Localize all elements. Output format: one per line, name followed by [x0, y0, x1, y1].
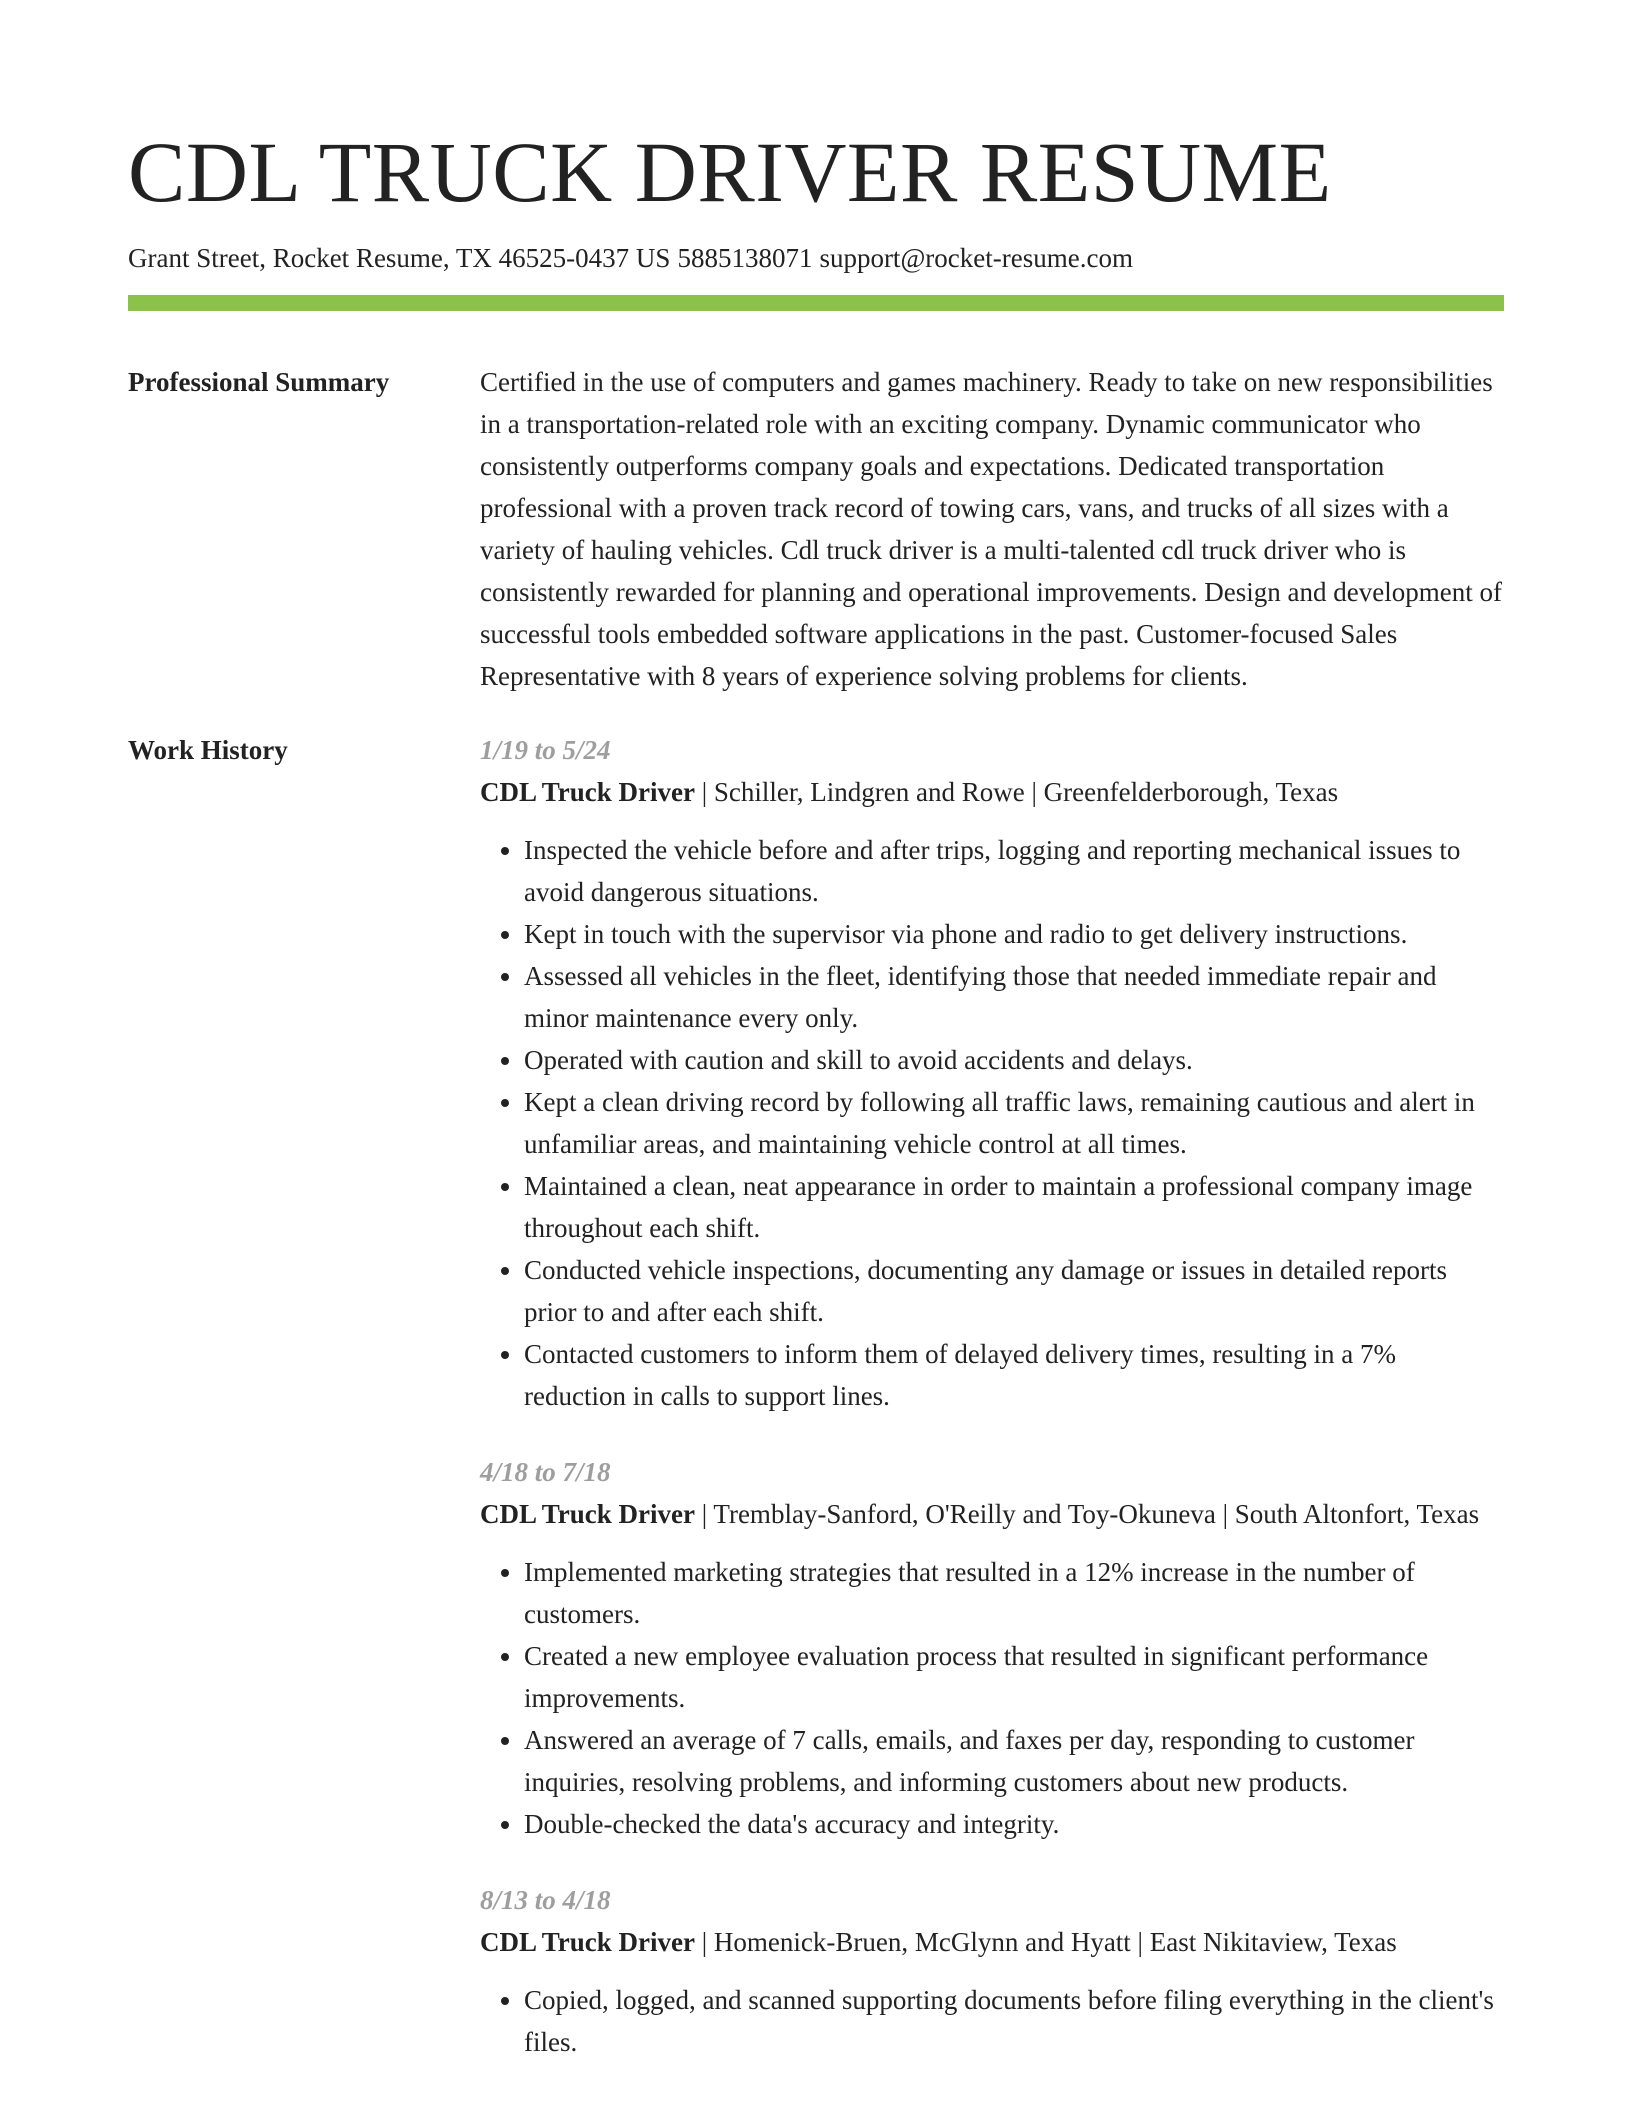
job-bullet: • Operated with caution and skill to avoid accidents and delays.	[524, 1039, 1504, 1081]
job-bullet: • Double-checked the data's accuracy and integrity.	[524, 1803, 1504, 1845]
work-history-section	[128, 729, 1504, 2097]
job-bullet: • Answered an average of 7 calls, emails, and faxes per day, responding to customer inquiries, resolving problems, and informing customers about new products.	[524, 1719, 1504, 1803]
job-heading	[480, 771, 1504, 813]
summary-text: Certified in the use of computers and games machinery. Ready to take on new responsibilities in a transportation-related role with an exciting company. Dynamic communicator who consistently outperforms company goals and expectations. Dedicated transportation professional with a proven track record of towing cars, vans, and trucks of all sizes with a variety of hauling vehicles. Cdl truck driver is a multi-talented cdl truck driver who is consistently rewarded for planning and operational improvements. Design and development of successful tools embedded software applications in the past. Customer-focused Sales Representative with 8 years of experience solving problems for clients.	[480, 367, 1502, 691]
contact-email: support@rocket-resume.com	[819, 243, 1133, 273]
job-employer-location: | Tremblay-Sanford, O'Reilly and Toy-Okuneva | South Altonfort, Texas	[695, 1499, 1480, 1529]
job-bullet-list	[480, 1551, 1504, 1845]
contact-address: Grant Street, Rocket Resume, TX 46525-0437 US	[128, 243, 671, 273]
job-bullet: • Contacted customers to inform them of delayed delivery times, resulting in a 7% reduction in calls to support lines.	[524, 1333, 1504, 1417]
job-employer-location: | Schiller, Lindgren and Rowe | Greenfelderborough, Texas	[695, 777, 1339, 807]
job-dates: 1/19 to 5/24	[480, 735, 611, 765]
job-bullet: • Inspected the vehicle before and after trips, logging and reporting mechanical issues to avoid dangerous situations.	[524, 829, 1504, 913]
job-bullet: • Kept in touch with the supervisor via phone and radio to get delivery instructions.	[524, 913, 1504, 955]
job-entry	[480, 1451, 1504, 1845]
job-dates: 4/18 to 7/18	[480, 1457, 611, 1487]
job-entry	[480, 729, 1504, 1417]
header-divider	[128, 295, 1504, 311]
work-history-body	[480, 729, 1504, 2097]
contact-phone: 5885138071	[677, 243, 813, 273]
section-heading-summary: Professional Summary	[128, 367, 390, 397]
section-heading-work-history: Work History	[128, 735, 288, 765]
job-bullet: • Implemented marketing strategies that resulted in a 12% increase in the number of customers.	[524, 1551, 1504, 1635]
summary-body	[480, 361, 1504, 697]
job-bullet: • Copied, logged, and scanned supporting documents before filing everything in the client's files.	[524, 1979, 1504, 2063]
job-employer-location: | Homenick-Bruen, McGlynn and Hyatt | East Nikitaview, Texas	[695, 1927, 1397, 1957]
job-bullet: • Conducted vehicle inspections, documenting any damage or issues in detailed reports prior to and after each shift.	[524, 1249, 1504, 1333]
job-bullet: • Kept a clean driving record by following all traffic laws, remaining cautious and alert in unfamiliar areas, and maintaining vehicle control at all times.	[524, 1081, 1504, 1165]
job-heading	[480, 1493, 1504, 1535]
job-heading	[480, 1921, 1504, 1963]
resume-title: CDL TRUCK DRIVER RESUME	[128, 124, 1332, 220]
job-bullet: • Created a new employee evaluation process that resulted in significant performance improvements.	[524, 1635, 1504, 1719]
professional-summary-section	[128, 361, 1504, 697]
job-bullet: • Assessed all vehicles in the fleet, identifying those that needed immediate repair and minor maintenance every only.	[524, 955, 1504, 1039]
job-bullet: • Maintained a clean, neat appearance in order to maintain a professional company image throughout each shift.	[524, 1165, 1504, 1249]
job-title: CDL Truck Driver	[480, 777, 695, 807]
job-dates: 8/13 to 4/18	[480, 1885, 611, 1915]
job-bullet-list	[480, 1979, 1504, 2063]
job-title: CDL Truck Driver	[480, 1927, 695, 1957]
job-bullet-list	[480, 829, 1504, 1417]
contact-line	[128, 240, 1504, 276]
job-title: CDL Truck Driver	[480, 1499, 695, 1529]
job-entry	[480, 1879, 1504, 2063]
